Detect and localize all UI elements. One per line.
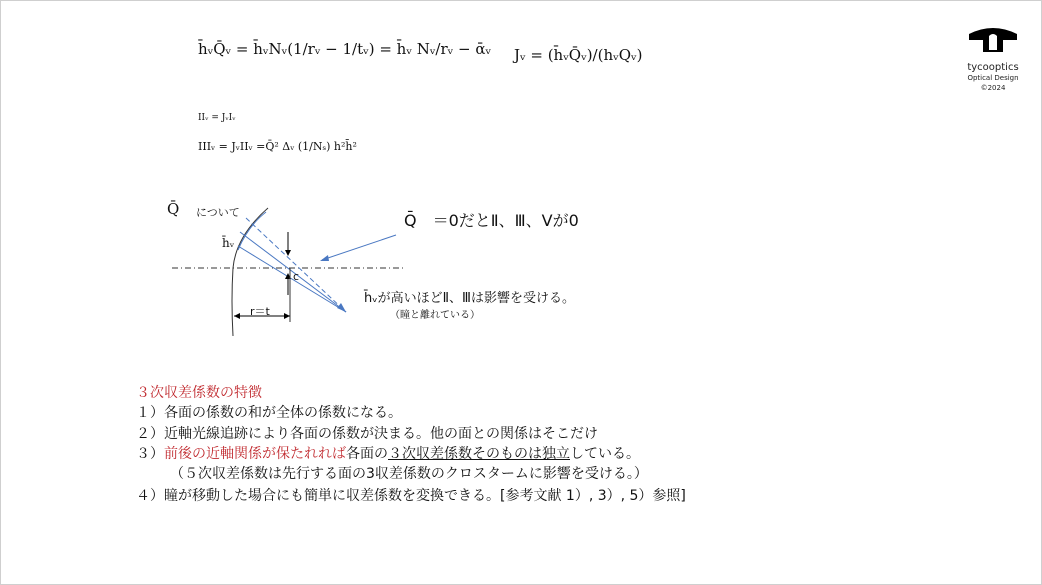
q-symbol: Q̄ (167, 200, 180, 218)
feature-item-3-prefix: ３） (136, 446, 164, 462)
equation-ii: IIᵥ = JᵥIᵥ (198, 113, 236, 123)
callout-hv-high: h̄ᵥが高いほどⅡ、Ⅲは影響を受ける。 (364, 291, 576, 306)
callout-q-zero: Q̄ ＝0だとⅡ、Ⅲ、Ⅴが0 (404, 211, 579, 230)
feature-item-3-note: （５次収差係数は先行する面の3収差係数のクロスタームに影響を受ける。） (170, 466, 648, 482)
feature-item-3-suffix: している。 (570, 446, 640, 462)
equation-qbar: h̄ᵥQ̄ᵥ = h̄ᵥNᵥ(1/rᵥ − 1/tᵥ) = h̄ᵥ Nᵥ/rᵥ − ᾱᵥ (198, 40, 492, 58)
features-heading: ３次収差係数の特徴 (136, 385, 262, 401)
logo-subtitle: Optical Design (967, 74, 1019, 82)
feature-item-2: ２）近軸光線追跡により各面の係数が決まる。他の面との関係はそこだけ (136, 426, 598, 442)
feature-item-3-red: 前後の近軸関係が保たれれば (164, 446, 346, 462)
q-note: について (196, 206, 240, 219)
rt-label: r＝t (250, 305, 270, 318)
feature-item-3 (136, 444, 640, 464)
feature-item-3-underline: ３次収差係数そのものは独立 (388, 446, 570, 462)
feature-item-4: ４）瞳が移動した場合にも簡単に収差係数を変換できる。[参考文献 1）, 3）, 5）参照] (136, 488, 686, 504)
hv-label: h̄ᵥ (222, 236, 235, 250)
equation-iii: IIIᵥ = JᵥIIᵥ =Q̄² Δᵥ (1/Nₛ) h²h̄² (198, 140, 357, 153)
ray-arrowhead (337, 303, 346, 312)
wavefront-arc (238, 212, 266, 250)
equation-j: Jᵥ = (h̄ᵥQ̄ᵥ)/(hᵥQᵥ) (514, 46, 643, 64)
callout-pupil-note: （瞳と離れている） (390, 310, 480, 321)
feature-item-1: １）各面の係数の和が全体の係数になる。 (136, 405, 402, 421)
feature-item-3-mid: 各面の (346, 446, 388, 462)
c-label: c (293, 270, 300, 283)
callout-arrow (322, 235, 396, 260)
logo-name: tycooptics (967, 62, 1019, 73)
logo-copyright: ©2024 (980, 84, 1006, 92)
ray-dashed (246, 218, 346, 312)
